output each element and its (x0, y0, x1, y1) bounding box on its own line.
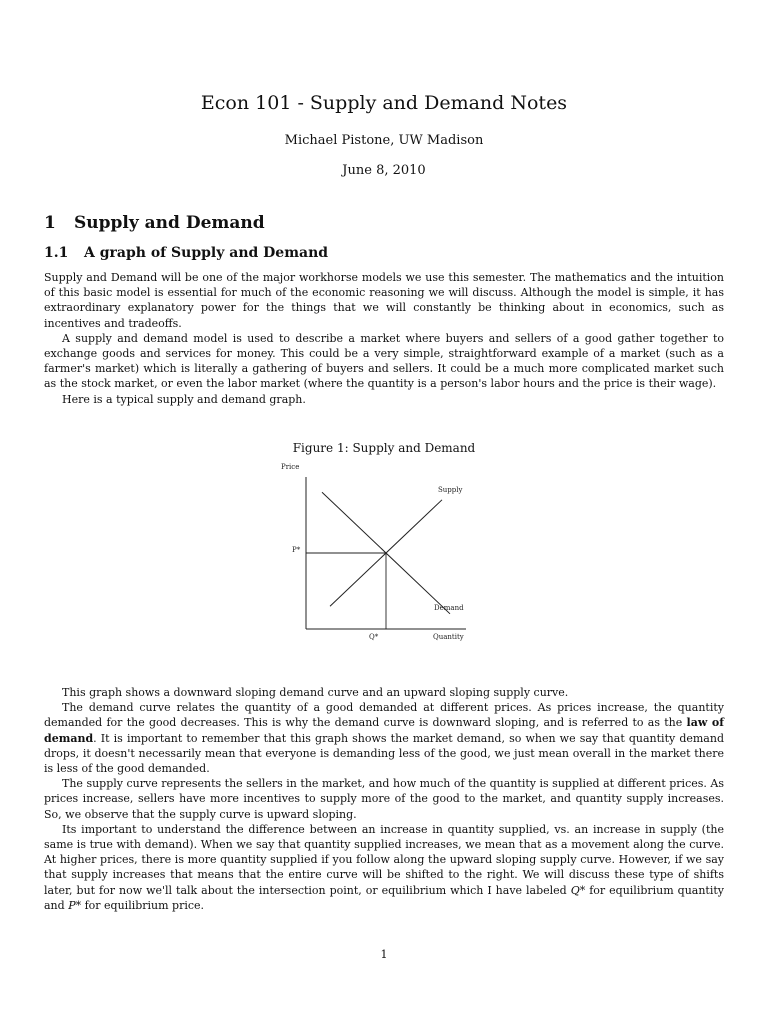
supply-label: Supply (438, 486, 463, 494)
subsection-number: 1.1 (44, 245, 69, 261)
q-star-symbol: Q* (570, 883, 586, 897)
paragraph: Supply and Demand will be one of the major workhorse models we use this semester. The mathematics and the intuition of this basic model is essential for much of the economic reasoning we will discuss. Although the model is simple, it has extraordinary explanatory power for the things that we will constantly be thinking about in economics, such as incentives and tradeoffs. (44, 271, 724, 330)
subsection-heading (44, 245, 328, 261)
q-star-label: Q* (369, 633, 379, 641)
text-run: Its important to understand the difference between an increase in quantity supplied, vs. an increase in supply (the same is true with demand). When we say that quantity supplied increases, we mean that as a movement along the curve. At higher prices, there is more quantity supplied if you follow along the upward sloping supply curve. However, if we say that supply increases that means that the entire curve will be shifted to the right. We will discuss these type of shifts later, but for now we'll talk about the intersection point, or equilibrium which I have labeled (44, 822, 724, 897)
text-run: . It is important to remember that this graph shows the market demand, so when we say that quantity demand drops, it doesn't necessarily mean that everyone is demanding less of the good, we just mean overall in the market there is less of the good demanded. (44, 731, 724, 776)
paragraph (44, 822, 724, 913)
figure-caption: Figure 1: Supply and Demand (292, 441, 476, 455)
paragraph: The supply curve represents the sellers in the market, and how much of the quantity is supplied at different prices. As prices increase, sellers have more incentives to supply more of the good to the market, and quantity supply increases. So, we observe that the supply curve is upward sloping. (44, 777, 724, 821)
section-number: 1 (44, 213, 56, 233)
section-heading (44, 213, 265, 233)
text-run: The demand curve relates the quantity of a good demanded at different prices. As prices increase, the quantity demanded for the good decreases. This is why the demand curve is downward sloping, and is referred to as the (44, 701, 724, 730)
document-author: Michael Pistone, UW Madison (284, 133, 484, 148)
document-title: Econ 101 - Supply and Demand Notes (200, 92, 568, 114)
y-axis-label: Price (281, 463, 300, 471)
paragraph: A supply and demand model is used to describe a market where buyers and sellers of a good gather together to exchange goods and services for money. This could be a very simple, straightforward example of a market (such as a farmer's market) which is literally a gathering of buyers and sellers. It could be a much more complicated market such as the stock market, or even the labor market (where the quantity is a person's labor hours and the price is their wage). (44, 331, 724, 391)
section-title: Supply and Demand (74, 213, 265, 233)
paragraph: Here is a typical supply and demand graph. (62, 392, 306, 406)
paragraph (44, 700, 724, 776)
p-star-label: P* (292, 546, 301, 554)
law-of-demand-term: law of demand (44, 716, 724, 745)
document-date: June 8, 2010 (342, 163, 426, 178)
text-run: for equilibrium quantity and (44, 883, 724, 912)
intro-text (44, 270, 724, 407)
subsection-title: A graph of Supply and Demand (84, 245, 329, 261)
discussion-text (44, 685, 724, 913)
p-star-symbol: P* (68, 898, 82, 912)
page-number: 1 (380, 948, 388, 961)
supply-demand-chart (266, 457, 490, 653)
text-run: for equilibrium price. (81, 898, 205, 912)
supply-demand-figure (266, 457, 490, 653)
x-axis-label: Quantity (433, 633, 464, 641)
demand-label: Demand (434, 604, 464, 612)
paragraph: This graph shows a downward sloping demand curve and an upward sloping supply curve. (62, 686, 569, 699)
